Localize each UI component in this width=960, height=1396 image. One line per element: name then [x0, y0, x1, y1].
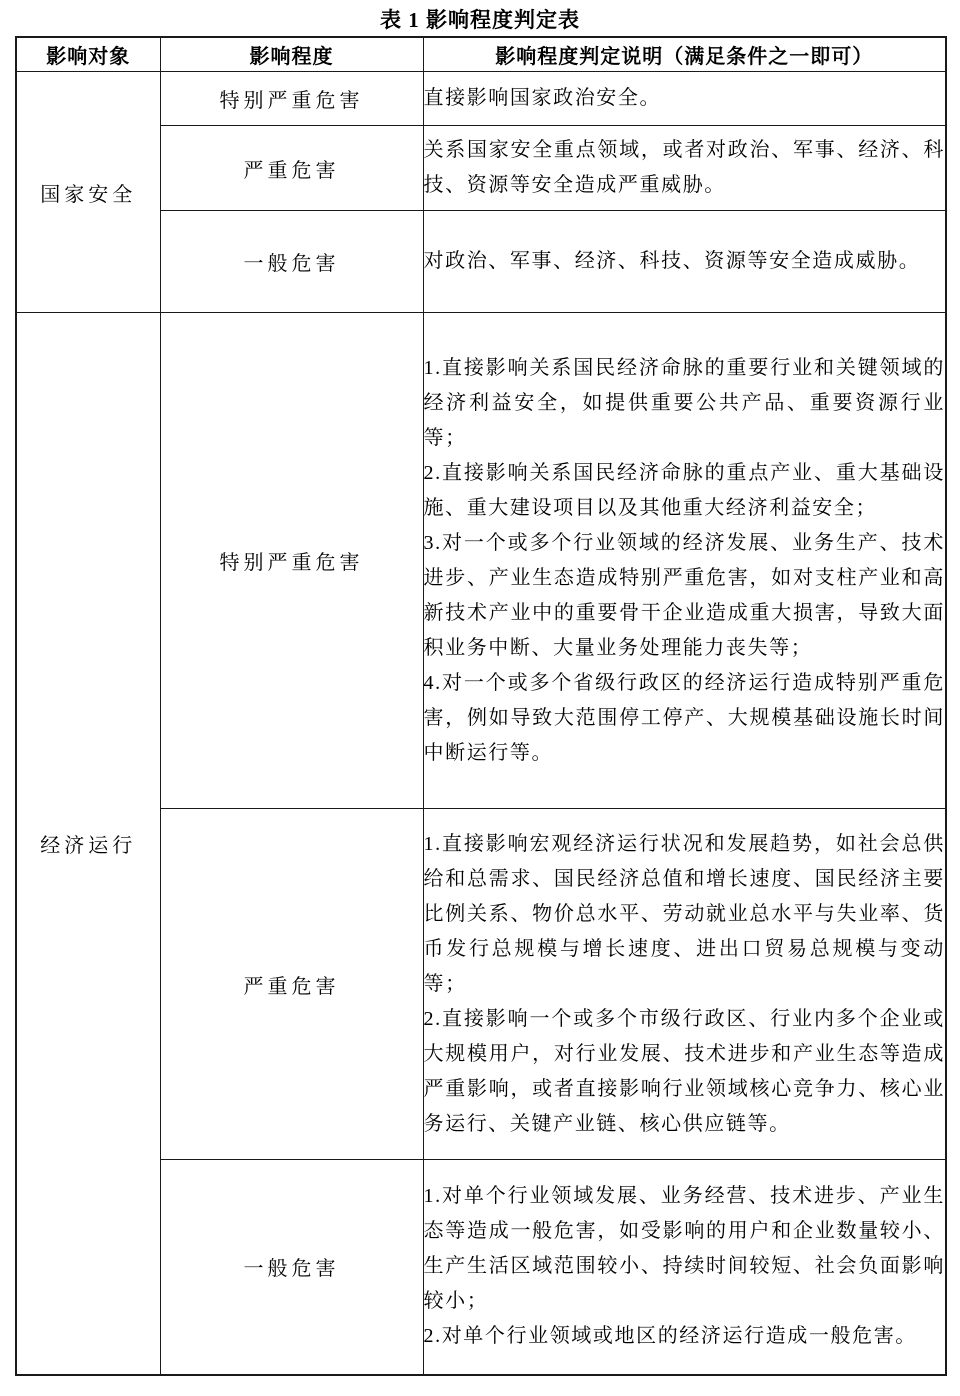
criteria-item: 1.对单个行业领域发展、业务经营、技术进步、产业生态等造成一般危害，如受影响的用户和企业数量较小、生产生活区域范围较小、持续时间较短、社会负面影响较小； — [423, 1185, 945, 1313]
degree-label: 特别严重危害 — [160, 72, 423, 126]
degree-label: 严重危害 — [160, 809, 423, 1160]
impact-degree-table — [15, 36, 947, 1376]
criteria-item: 关系国家安全重点领域，或者对政治、军事、经济、科技、资源等安全造成严重威胁。 — [423, 139, 945, 196]
table-row — [16, 313, 946, 809]
degree-label: 特别严重危害 — [160, 313, 423, 809]
table-row — [16, 72, 946, 126]
criteria-item: 直接影响国家政治安全。 — [423, 87, 662, 109]
criteria-item: 2.对单个行业领域或地区的经济运行造成一般危害。 — [423, 1325, 917, 1348]
degree-label: 一般危害 — [160, 1160, 423, 1375]
criteria-item: 1.直接影响宏观经济运行状况和发展趋势，如社会总供给和总需求、国民经济总值和增长速度、国民经济主要比例关系、物价总水平、劳动就业总水平与失业率、货币发行总规模与增长速度、进出口贸易总规模与变动等； — [423, 832, 945, 995]
criteria-item: 3.对一个或多个行业领域的经济发展、业务生产、技术进步、产业生态造成特别严重危害，如对支柱产业和高新技术产业中的重要骨干企业造成重大损害，导致大面积业务中断、大量业务处理能力丧失等； — [423, 531, 945, 659]
criteria-cell — [423, 126, 946, 211]
criteria-cell — [423, 1160, 946, 1375]
criteria-item: 2.直接影响一个或多个市级行政区、行业内多个企业或大规模用户，对行业发展、技术进步和产业生态等造成严重影响，或者直接影响行业领域核心竞争力、核心业务运行、关键产业链、核心供应链等。 — [423, 1007, 945, 1135]
table-header-row — [16, 37, 946, 72]
criteria-cell — [423, 313, 946, 809]
criteria-item: 2.直接影响关系国民经济命脉的重点产业、重大基础设施、重大建设项目以及其他重大经济利益安全； — [423, 461, 945, 519]
impact-object-economic-operation: 经济运行 — [16, 313, 160, 1375]
criteria-item: 4.对一个或多个省级行政区的经济运行造成特别严重危害，例如导致大范围停工停产、大规模基础设施长时间中断运行等。 — [423, 671, 945, 764]
header-impact-object: 影响对象 — [16, 37, 160, 72]
criteria-cell — [423, 72, 946, 126]
degree-label: 一般危害 — [160, 211, 423, 313]
impact-object-national-security: 国家安全 — [16, 72, 160, 313]
header-impact-degree-criteria: 影响程度判定说明（满足条件之一即可） — [423, 37, 946, 72]
degree-label: 严重危害 — [160, 126, 423, 211]
table-title: 表 1 影响程度判定表 — [380, 8, 580, 32]
criteria-cell — [423, 809, 946, 1160]
criteria-item: 1.直接影响关系国民经济命脉的重要行业和关键领域的经济利益安全，如提供重要公共产品、重要资源行业等； — [423, 356, 945, 449]
criteria-cell — [423, 211, 946, 313]
header-impact-degree: 影响程度 — [160, 37, 423, 72]
criteria-item: 对政治、军事、经济、科技、资源等安全造成威胁。 — [423, 250, 921, 272]
